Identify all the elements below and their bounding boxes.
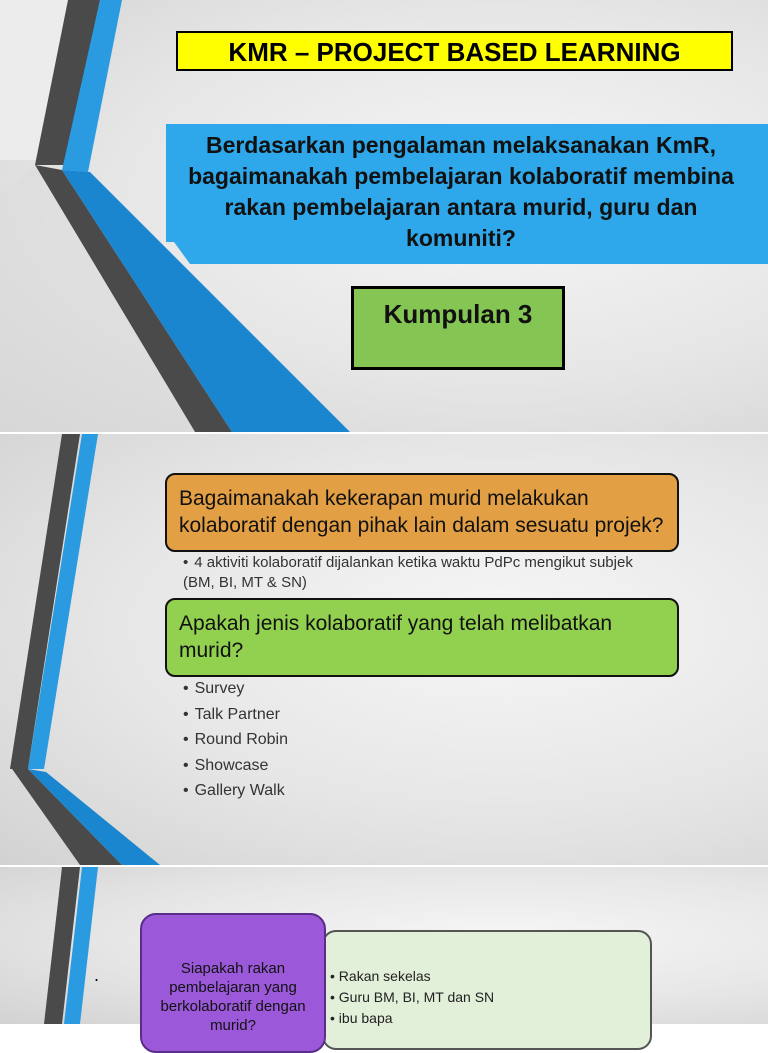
bullet-icon: •	[183, 554, 189, 571]
answer-frequency	[183, 553, 643, 593]
list-item: • Talk Partner	[183, 705, 280, 723]
bullet-icon: •	[183, 756, 189, 774]
slide-title: KMR – PROJECT BASED LEARNING	[176, 31, 733, 71]
answer-frequency-text: 4 aktiviti kolaboratif dijalankan ketika waktu PdPc mengikut subjek (BM, BI, MT & SN)	[183, 554, 633, 591]
bullet-icon: •	[183, 680, 189, 697]
list-item: • Guru BM, BI, MT dan SN	[330, 989, 495, 1005]
banner-question-text: Berdasarkan pengalaman melaksanakan KmR, bagaimanakah pembelajaran kolaboratif membina rakan pembelajaran antara murid, guru dan komuniti?	[188, 132, 734, 251]
list-item: • Round Robin	[183, 731, 289, 748]
question-banner	[166, 124, 768, 264]
bullet-icon: •	[183, 782, 189, 799]
list-item: • Rakan sekelas	[330, 968, 431, 984]
list-item: • Gallery Walk	[183, 782, 285, 799]
question-partners: Siapakah rakan pembelajaran yang berkolaboratif dengan murid?	[140, 913, 326, 1053]
list-item: • ibu bapa	[330, 1010, 393, 1026]
partners-list	[330, 966, 650, 1029]
bullet-icon: •	[183, 705, 189, 723]
question-frequency: Bagaimanakah kekerapan murid melakukan kolaboratif dengan pihak lain dalam sesuatu projek?	[165, 473, 679, 552]
bullet-icon: •	[330, 968, 335, 984]
partners-box	[322, 930, 652, 1050]
types-list	[183, 676, 288, 804]
list-item: • Showcase	[183, 756, 269, 774]
stray-bullet: .	[94, 965, 100, 985]
slide-1	[0, 0, 768, 432]
group-label: Kumpulan 3	[351, 286, 565, 370]
list-item: • Survey	[183, 680, 245, 697]
bullet-icon: •	[330, 989, 335, 1005]
bullet-icon: •	[330, 1010, 335, 1026]
question-types: Apakah jenis kolaboratif yang telah melibatkan murid?	[165, 598, 679, 677]
bullet-icon: •	[183, 731, 189, 748]
